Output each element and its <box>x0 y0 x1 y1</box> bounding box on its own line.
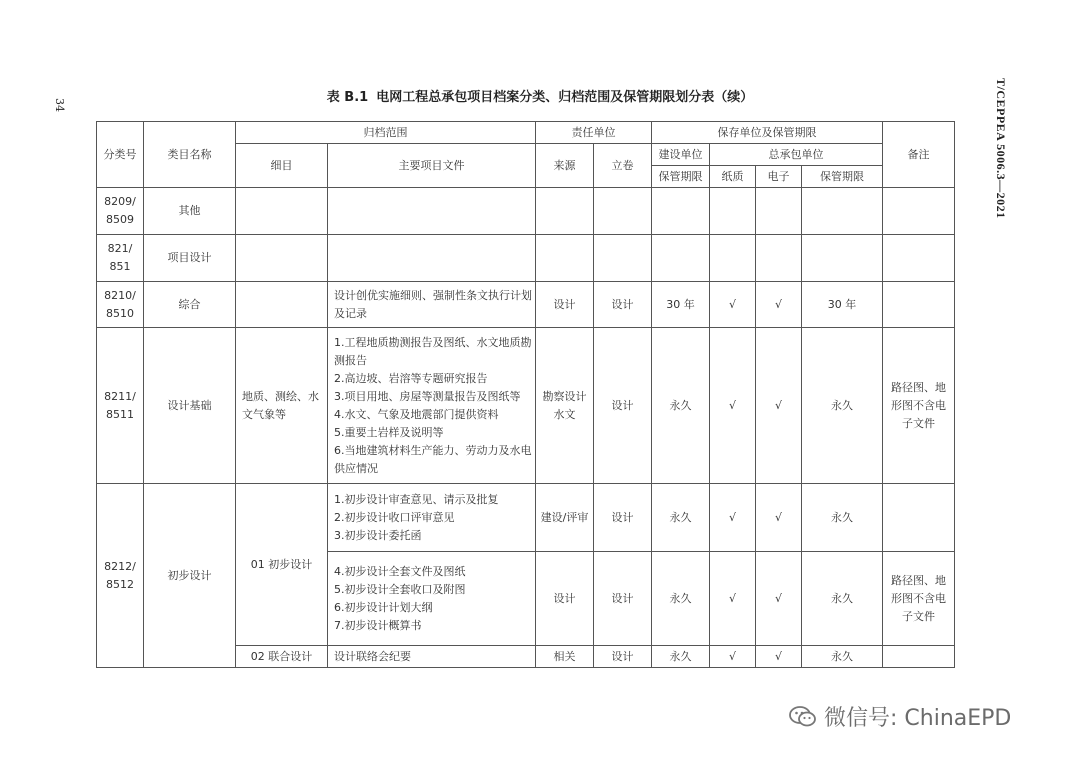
docs-cell: 设计创优实施细则、强制性条文执行计划及记录 <box>328 282 536 328</box>
paper-check: √ <box>710 552 756 646</box>
name-cell: 设计基础 <box>144 328 236 484</box>
source-cell: 设计 <box>536 552 594 646</box>
electronic-check: √ <box>756 484 802 552</box>
table-title-text: 电网工程总承包项目档案分类、归档范围及保管期限划分表（续） <box>376 90 754 105</box>
doc-line: 1.工程地质勘测报告及图纸、水文地质勘测报告 <box>334 335 532 367</box>
table-title <box>0 86 1080 105</box>
remarks-cell: 路径图、地形图不含电子文件 <box>883 552 955 646</box>
wechat-icon <box>788 704 818 730</box>
doc-line: 4.初步设计全套文件及图纸 <box>334 564 466 578</box>
name-cell: 综合 <box>144 282 236 328</box>
filing-cell: 设计 <box>594 552 652 646</box>
header-name: 类目名称 <box>144 122 236 188</box>
builder-period-cell: 永久 <box>652 552 710 646</box>
header-builder: 建设单位 <box>652 144 710 166</box>
electronic-check: √ <box>756 328 802 484</box>
header-code: 分类号 <box>97 122 144 188</box>
detail-cell: 02 联合设计 <box>236 646 328 668</box>
builder-period-cell: 永久 <box>652 484 710 552</box>
header-builder-period: 保管期限 <box>652 166 710 188</box>
header-paper: 纸质 <box>710 166 756 188</box>
detail-cell: 01 初步设计 <box>236 484 328 646</box>
contractor-period-cell: 永久 <box>802 646 883 668</box>
code-cell: 8212/ 8512 <box>97 484 144 668</box>
contractor-period-cell: 永久 <box>802 328 883 484</box>
electronic-check: √ <box>756 282 802 328</box>
builder-period-cell: 30 年 <box>652 282 710 328</box>
name-cell: 其他 <box>144 188 236 235</box>
paper-check: √ <box>710 484 756 552</box>
remarks-cell: 路径图、地形图不含电子文件 <box>883 328 955 484</box>
doc-line: 2.高边坡、岩溶等专题研究报告 <box>334 371 488 385</box>
builder-period-cell: 永久 <box>652 646 710 668</box>
contractor-period-cell: 永久 <box>802 552 883 646</box>
code-cell: 8211/ 8511 <box>97 328 144 484</box>
paper-check: √ <box>710 328 756 484</box>
header-main-docs: 主要项目文件 <box>328 144 536 188</box>
code-cell: 821/ 851 <box>97 235 144 282</box>
watermark-text: 微信号: ChinaEPD <box>824 706 1012 731</box>
detail-cell: 地质、测绘、水文气象等 <box>236 328 328 484</box>
table-title-label: 表 B.1 <box>326 90 369 105</box>
header-electronic: 电子 <box>756 166 802 188</box>
header-contractor: 总承包单位 <box>710 144 883 166</box>
doc-line: 5.重要土岩样及说明等 <box>334 425 444 439</box>
docs-cell: 设计联络会纪要 <box>328 646 536 668</box>
source-cell: 建设/评审 <box>536 484 594 552</box>
filing-cell: 设计 <box>594 484 652 552</box>
docs-cell <box>328 328 536 484</box>
doc-line: 6.初步设计计划大纲 <box>334 600 433 614</box>
contractor-period-cell: 30 年 <box>802 282 883 328</box>
filing-cell: 设计 <box>594 282 652 328</box>
docs-cell <box>328 484 536 552</box>
page-number: 34 <box>53 98 66 112</box>
header-filing: 立卷 <box>594 144 652 188</box>
doc-line: 5.初步设计全套收口及附图 <box>334 582 466 596</box>
paper-check: √ <box>710 282 756 328</box>
header-contractor-period: 保管期限 <box>802 166 883 188</box>
doc-line: 6.当地建筑材料生产能力、劳动力及水电供应情况 <box>334 443 532 475</box>
doc-line: 4.水文、气象及地震部门提供资料 <box>334 407 499 421</box>
source-cell: 勘察设计水文 <box>536 328 594 484</box>
doc-line: 7.初步设计概算书 <box>334 618 422 632</box>
source-cell: 相关 <box>536 646 594 668</box>
name-cell: 项目设计 <box>144 235 236 282</box>
filing-cell: 设计 <box>594 646 652 668</box>
contractor-period-cell: 永久 <box>802 484 883 552</box>
doc-line: 2.初步设计收口评审意见 <box>334 510 455 524</box>
paper-check: √ <box>710 646 756 668</box>
header-responsible: 责任单位 <box>536 122 652 144</box>
standard-code: T/CEPPEA 5006.3—2021 <box>994 78 1008 219</box>
doc-line: 3.初步设计委托函 <box>334 528 422 542</box>
header-scope: 归档范围 <box>236 122 536 144</box>
builder-period-cell: 永久 <box>652 328 710 484</box>
filing-cell: 设计 <box>594 328 652 484</box>
electronic-check: √ <box>756 646 802 668</box>
header-detail: 细目 <box>236 144 328 188</box>
code-cell: 8210/ 8510 <box>97 282 144 328</box>
archive-table <box>96 121 955 668</box>
electronic-check: √ <box>756 552 802 646</box>
code-cell: 8209/ 8509 <box>97 188 144 235</box>
header-custody: 保存单位及保管期限 <box>652 122 883 144</box>
wechat-watermark <box>788 701 1011 732</box>
name-cell: 初步设计 <box>144 484 236 668</box>
source-cell: 设计 <box>536 282 594 328</box>
doc-line: 3.项目用地、房屋等测量报告及图纸等 <box>334 389 521 403</box>
header-source: 来源 <box>536 144 594 188</box>
doc-line: 1.初步设计审查意见、请示及批复 <box>334 492 499 506</box>
docs-cell <box>328 552 536 646</box>
header-remarks: 备注 <box>883 122 955 188</box>
